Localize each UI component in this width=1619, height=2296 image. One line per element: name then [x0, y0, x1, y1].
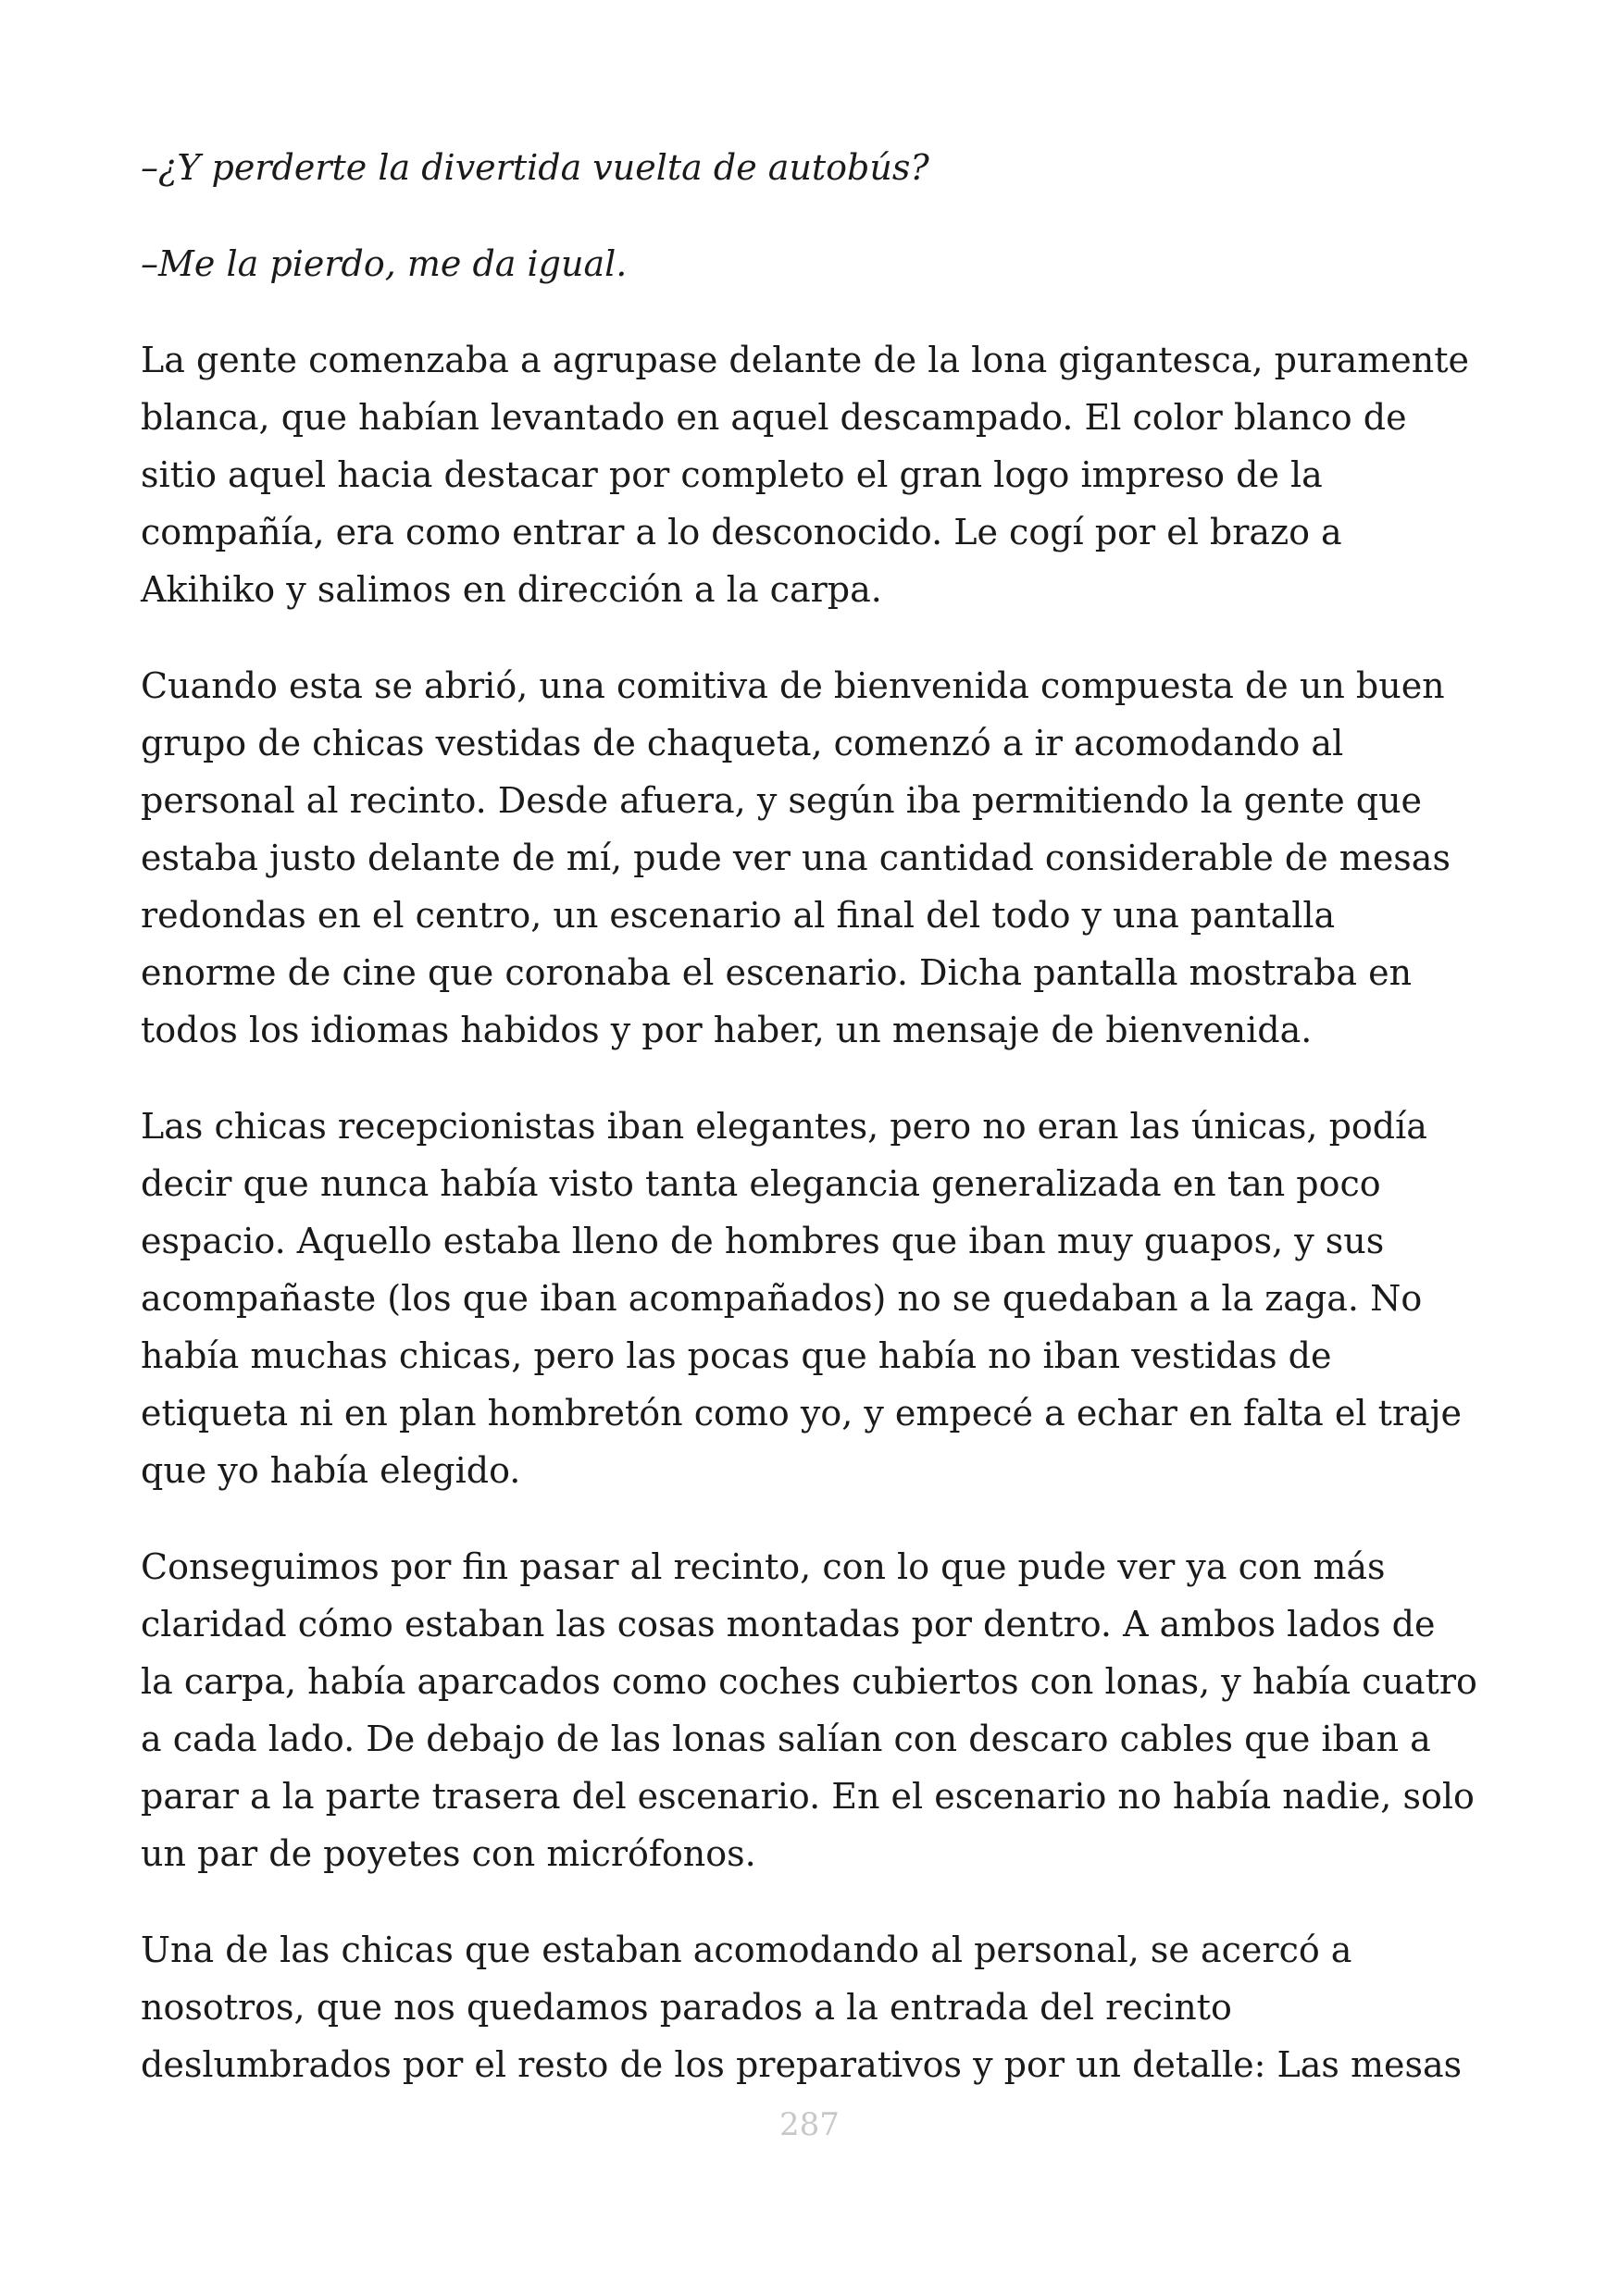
- page-number: 287: [779, 2106, 840, 2143]
- dialogue-line: [141, 139, 1492, 196]
- text-line: Las chicas recepcionistas iban elegantes, pero no eran las únicas, podía: [141, 1106, 1427, 1147]
- paragraph-5: [141, 1921, 1492, 2093]
- text-line: acompañaste (los que iban acompañados) no se quedaban a la zaga. No: [141, 1278, 1423, 1319]
- text-line: estaba justo delante de mí, pude ver una cantidad considerable de mesas: [141, 838, 1451, 878]
- paragraph-3: [141, 1098, 1492, 1499]
- text-line: todos los idiomas habidos y por haber, un mensaje de bienvenida.: [141, 1010, 1313, 1050]
- text-line: Akihiko y salimos en dirección a la carpa.: [141, 569, 882, 610]
- text-line: un par de poyetes con micrófonos.: [141, 1833, 756, 1874]
- text-line: grupo de chicas vestidas de chaqueta, comenzó a ir acomodando al: [141, 723, 1344, 763]
- text-line: Cuando esta se abrió, una comitiva de bienvenida compuesta de un buen: [141, 665, 1445, 706]
- text-line: la carpa, había aparcados como coches cubiertos con lonas, y había cuatro: [141, 1661, 1477, 1702]
- dialogue-line: [141, 235, 1492, 292]
- text-line: Conseguimos por fin pasar al recinto, con lo que pude ver ya con más: [141, 1546, 1386, 1587]
- text-line: Una de las chicas que estaban acomodando al personal, se acercó a: [141, 1930, 1352, 1970]
- text-line: redondas en el centro, un escenario al final del todo y una pantalla: [141, 895, 1336, 936]
- text-line: compañía, era como entrar a lo desconocido. Le cogí por el brazo a: [141, 512, 1342, 552]
- text-line: etiqueta ni en plan hombretón como yo, y empecé a echar en falta el traje: [141, 1393, 1462, 1433]
- dialogue-text: –¿Y perderte la divertida vuelta de autobús?: [141, 147, 929, 188]
- text-line: espacio. Aquello estaba lleno de hombres que iban muy guapos, y sus: [141, 1221, 1385, 1261]
- text-line: sitio aquel hacia destacar por completo el gran logo impreso de la: [141, 454, 1323, 495]
- text-line: parar a la parte trasera del escenario. En el escenario no había nadie, solo: [141, 1776, 1475, 1817]
- body-text: [141, 139, 1492, 2132]
- dialogue-text: –Me la pierdo, me da igual.: [141, 243, 628, 284]
- text-line: enorme de cine que coronaba el escenario. Dicha pantalla mostraba en: [141, 952, 1413, 993]
- paragraph-2: [141, 657, 1492, 1059]
- text-line: nosotros, que nos quedamos parados a la entrada del recinto: [141, 1987, 1232, 2028]
- text-line: a cada lado. De debajo de las lonas salían con descaro cables que iban a: [141, 1719, 1431, 1759]
- text-line: personal al recinto. Desde afuera, y según iba permitiendo la gente que: [141, 780, 1423, 821]
- text-line: decir que nunca había visto tanta elegancia generalizada en tan poco: [141, 1163, 1381, 1204]
- paragraph-4: [141, 1538, 1492, 1882]
- text-line: La gente comenzaba a agrupase delante de la lona gigantesca, puramente: [141, 340, 1470, 380]
- text-line: claridad cómo estaban las cosas montadas por dentro. A ambos lados de: [141, 1604, 1436, 1644]
- text-line: blanca, que habían levantado en aquel descampado. El color blanco de: [141, 397, 1407, 438]
- text-line: deslumbrados por el resto de los preparativos y por un detalle: Las mesas: [141, 2044, 1463, 2085]
- paragraph-1: [141, 331, 1492, 618]
- text-line: había muchas chicas, pero las pocas que había no iban vestidas de: [141, 1335, 1332, 1376]
- text-line: que yo había elegido.: [141, 1450, 521, 1491]
